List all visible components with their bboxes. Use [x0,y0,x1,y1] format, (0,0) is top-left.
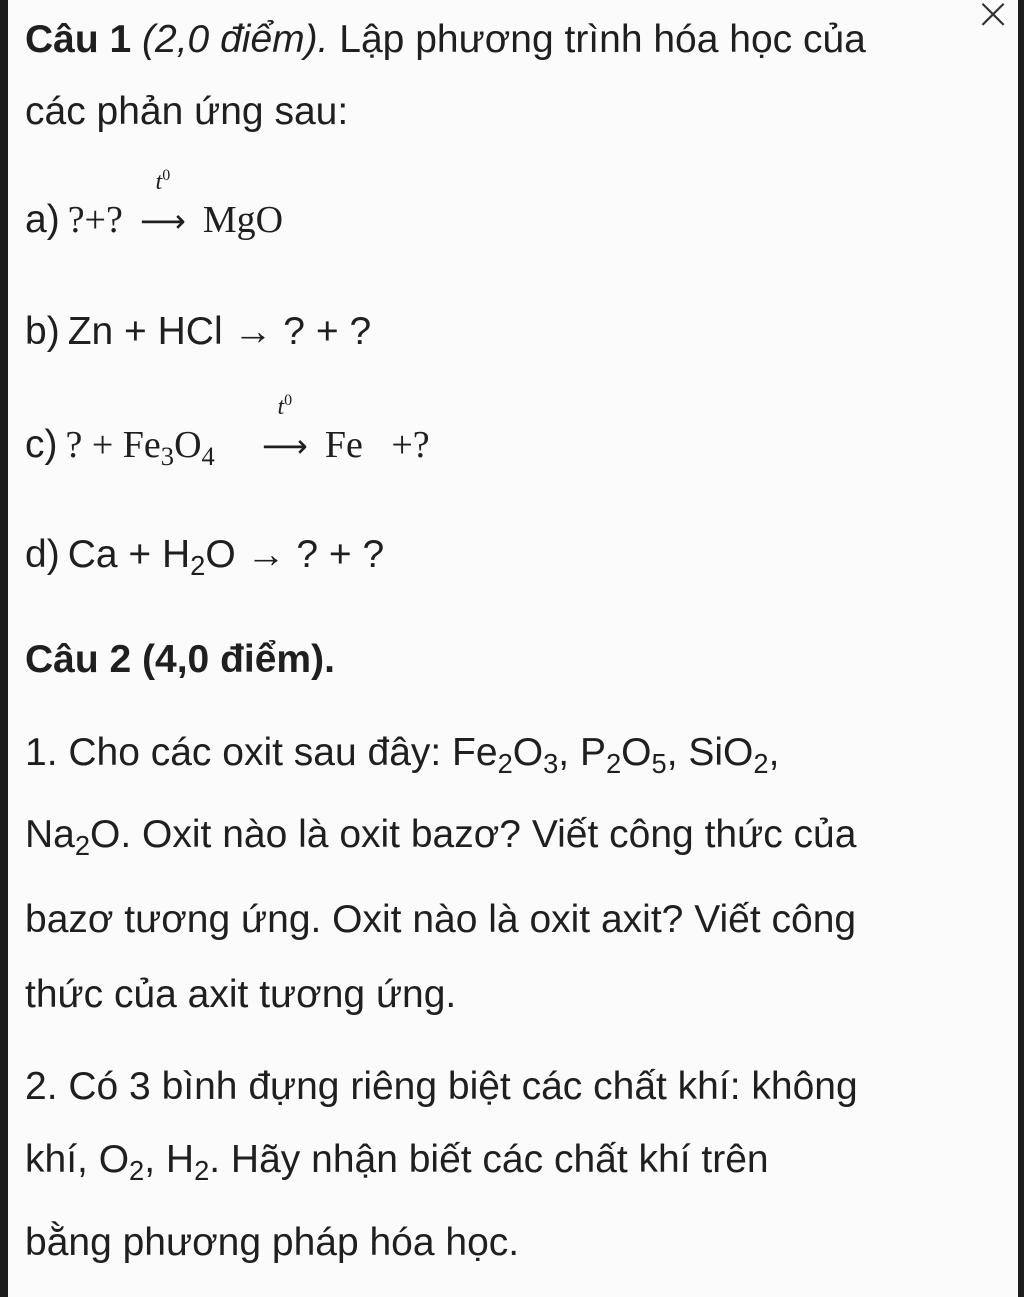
q1-title-line2: các phản ứng sau: [25,90,349,133]
close-icon[interactable]: × [974,0,1012,39]
q2-p1-line2: $Na_2O$. Oxit nào là oxit bazơ? Viết công thức của [25,813,857,862]
condition-arrow [133,167,193,240]
q1-item-c [25,392,430,471]
q1-item-b [25,312,371,351]
q1-title [25,20,866,59]
item-label: b) [25,310,60,353]
q2-p2-line1: 2. Có 3 bình đựng riêng biệt các chất khí: không [25,1065,858,1108]
condition-arrow [255,392,315,465]
q1-title-rest: Lập phương trình hóa học của [339,18,866,61]
equation-right: Fe +? [324,424,430,466]
arrow-icon: ⟶ [261,427,308,465]
equation: Zn + HCl → ? + ? [67,310,372,353]
item-label: c) [25,423,58,466]
q1-title-italic: (2,0 điểm). [142,18,329,61]
q1-item-d [25,533,385,582]
q2-p2-line3: bằng phương pháp hóa học. [25,1221,520,1264]
arrow-icon: ⟶ [139,202,186,240]
q2-title: Câu 2 (4,0 điểm). [25,638,335,681]
q1-title-bold: Câu 1 [25,18,132,61]
q2-p1-line1: 1. Cho các oxit sau đây: $Fe_2O_3$, $P_2O_5$, SiO$_2$, [25,731,780,780]
q2-p1-line3: bazơ tương ứng. Oxit nào là oxit axit? Viết công [25,898,857,941]
condition-label: $t^0$ [277,392,293,420]
equation-left: ? + $Fe_3O_4$ [65,424,215,471]
q1-item-a [25,167,284,241]
document-page [8,0,1018,1297]
condition-label: $t^0$ [155,167,171,195]
q2-p2-line2: khí, $O_2$, $H_2$. Hãy nhận biết các chất khí trên [25,1138,769,1187]
equation-left: ?+? [67,199,123,241]
item-label: a) [25,198,60,241]
equation-right: MgO [202,199,284,241]
q2-p1-line4: thức của axit tương ứng. [25,973,457,1016]
equation: $Ca + H_2O$ → ? + ? [67,533,385,582]
item-label: d) [25,533,60,576]
